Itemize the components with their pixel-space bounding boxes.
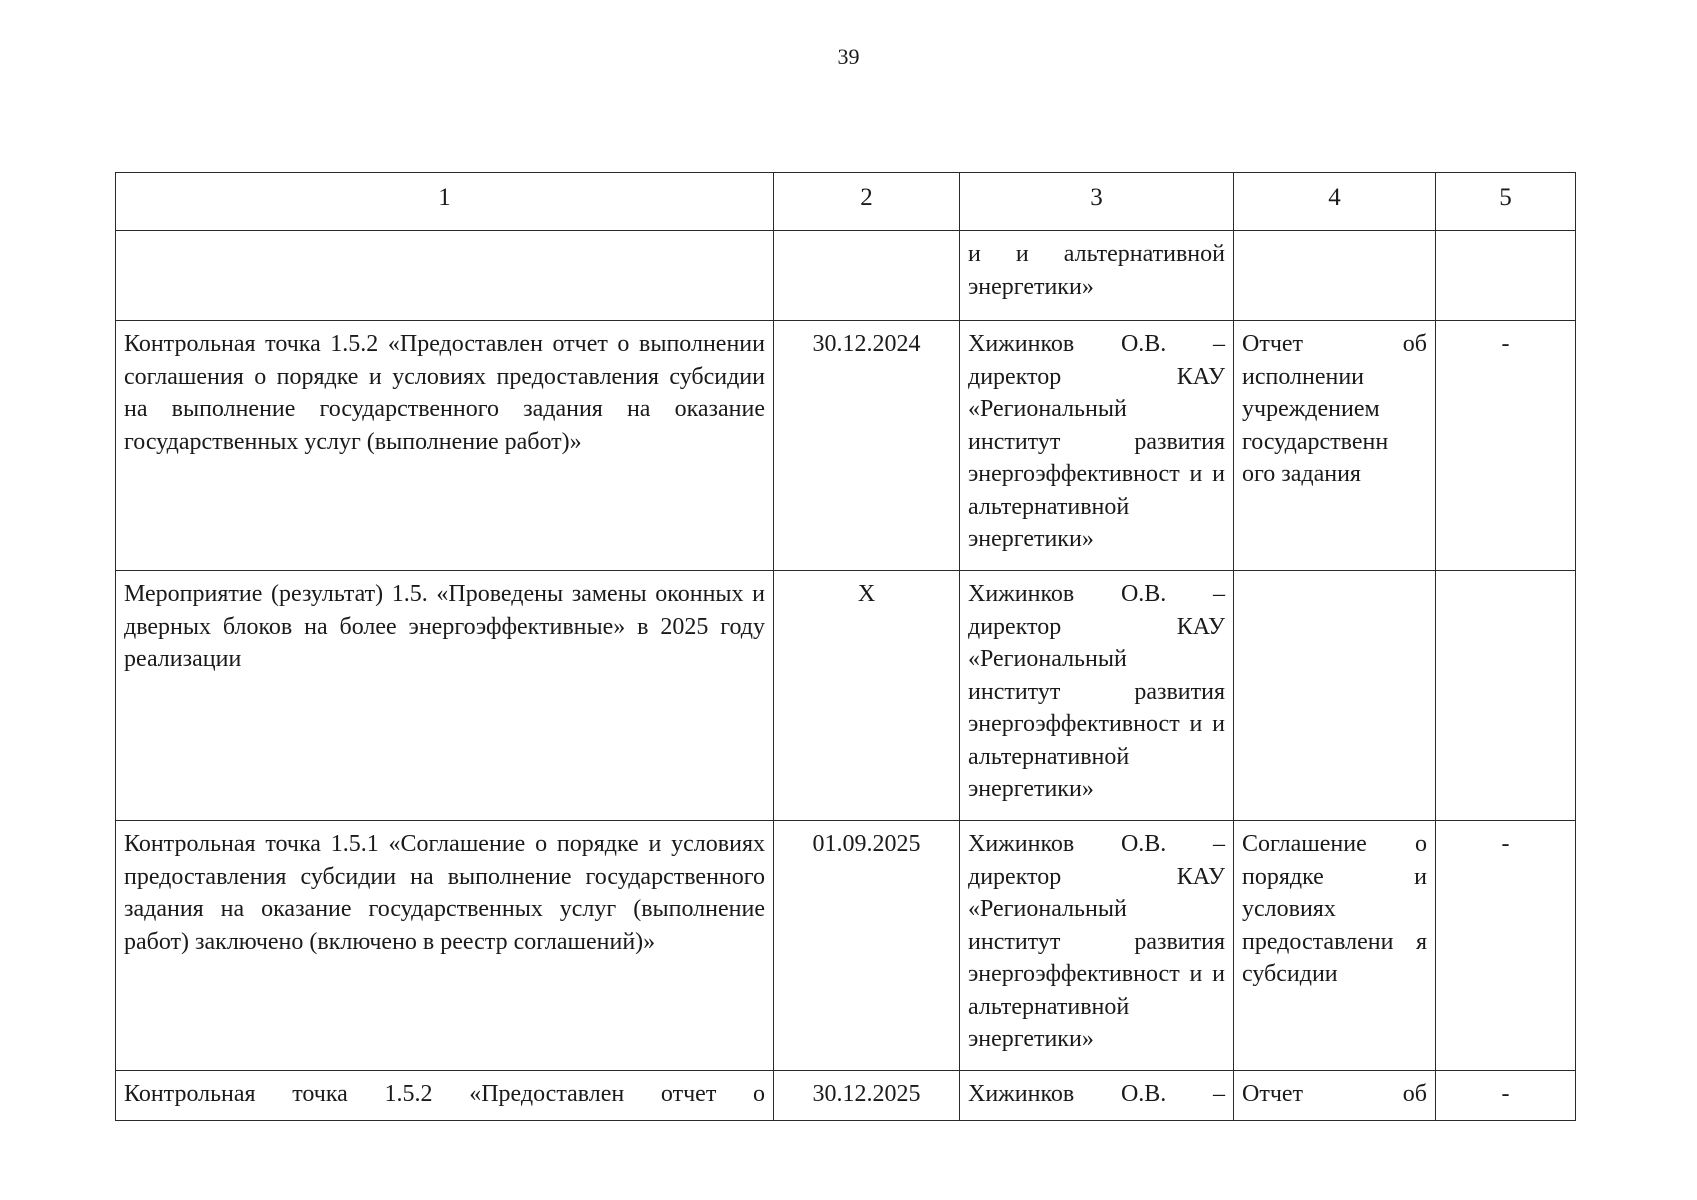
cell-document: [1234, 231, 1436, 321]
cell-date: 01.09.2025: [774, 821, 960, 1071]
cell-note: [1436, 231, 1576, 321]
cell-document: Отчет об исполнении учреждением государственн ого задания: [1234, 321, 1436, 571]
cell-responsible: Хижинков О.В. – директор КАУ «Региональный институт развития энергоэффективност и и альтернативной энергетики»: [960, 821, 1234, 1071]
cell-event: Мероприятие (результат) 1.5. «Проведены замены оконных и дверных блоков на более энергоэффективные» в 2025 году реализации: [116, 571, 774, 821]
cell-date: [774, 231, 960, 321]
header-col-5: 5: [1436, 173, 1576, 231]
cell-event: Контрольная точка 1.5.2 «Предоставлен отчет о выполнении соглашения о порядке и условиях предоставления субсидии на выполнение государственного задания на оказание государственных услуг (выполнение работ)»: [116, 321, 774, 571]
cell-date: Х: [774, 571, 960, 821]
cell-document: [1234, 571, 1436, 821]
header-col-4: 4: [1234, 173, 1436, 231]
table-row: [116, 321, 1576, 571]
cell-event: Контрольная точка 1.5.1 «Соглашение о порядке и условиях предоставления субсидии на выполнение государственного задания на оказание государственных услуг (выполнение работ) заключено (включено в реестр соглашений)»: [116, 821, 774, 1071]
cell-responsible: и и альтернативной энергетики»: [960, 231, 1234, 321]
table-header-row: [116, 173, 1576, 231]
cell-responsible: Хижинков О.В. –: [960, 1071, 1234, 1121]
cell-note: [1436, 571, 1576, 821]
cell-note: -: [1436, 1071, 1576, 1121]
header-col-3: 3: [960, 173, 1234, 231]
cell-document: Соглашение о порядке и условиях предоставлени я субсидии: [1234, 821, 1436, 1071]
cell-note: -: [1436, 821, 1576, 1071]
cell-date: 30.12.2025: [774, 1071, 960, 1121]
table-row: [116, 231, 1576, 321]
table-row: [116, 821, 1576, 1071]
document-table: [115, 172, 1576, 1121]
cell-responsible: Хижинков О.В. – директор КАУ «Региональный институт развития энергоэффективност и и альтернативной энергетики»: [960, 321, 1234, 571]
cell-date: 30.12.2024: [774, 321, 960, 571]
cell-note: -: [1436, 321, 1576, 571]
table-row: [116, 571, 1576, 821]
cell-event: Контрольная точка 1.5.2 «Предоставлен отчет о: [116, 1071, 774, 1121]
header-col-2: 2: [774, 173, 960, 231]
page-number: 39: [837, 44, 860, 69]
header-col-1: 1: [116, 173, 774, 231]
table-row: [116, 1071, 1576, 1121]
cell-event: [116, 231, 774, 321]
cell-responsible: Хижинков О.В. – директор КАУ «Региональный институт развития энергоэффективност и и альтернативной энергетики»: [960, 571, 1234, 821]
cell-document: Отчет об: [1234, 1071, 1436, 1121]
